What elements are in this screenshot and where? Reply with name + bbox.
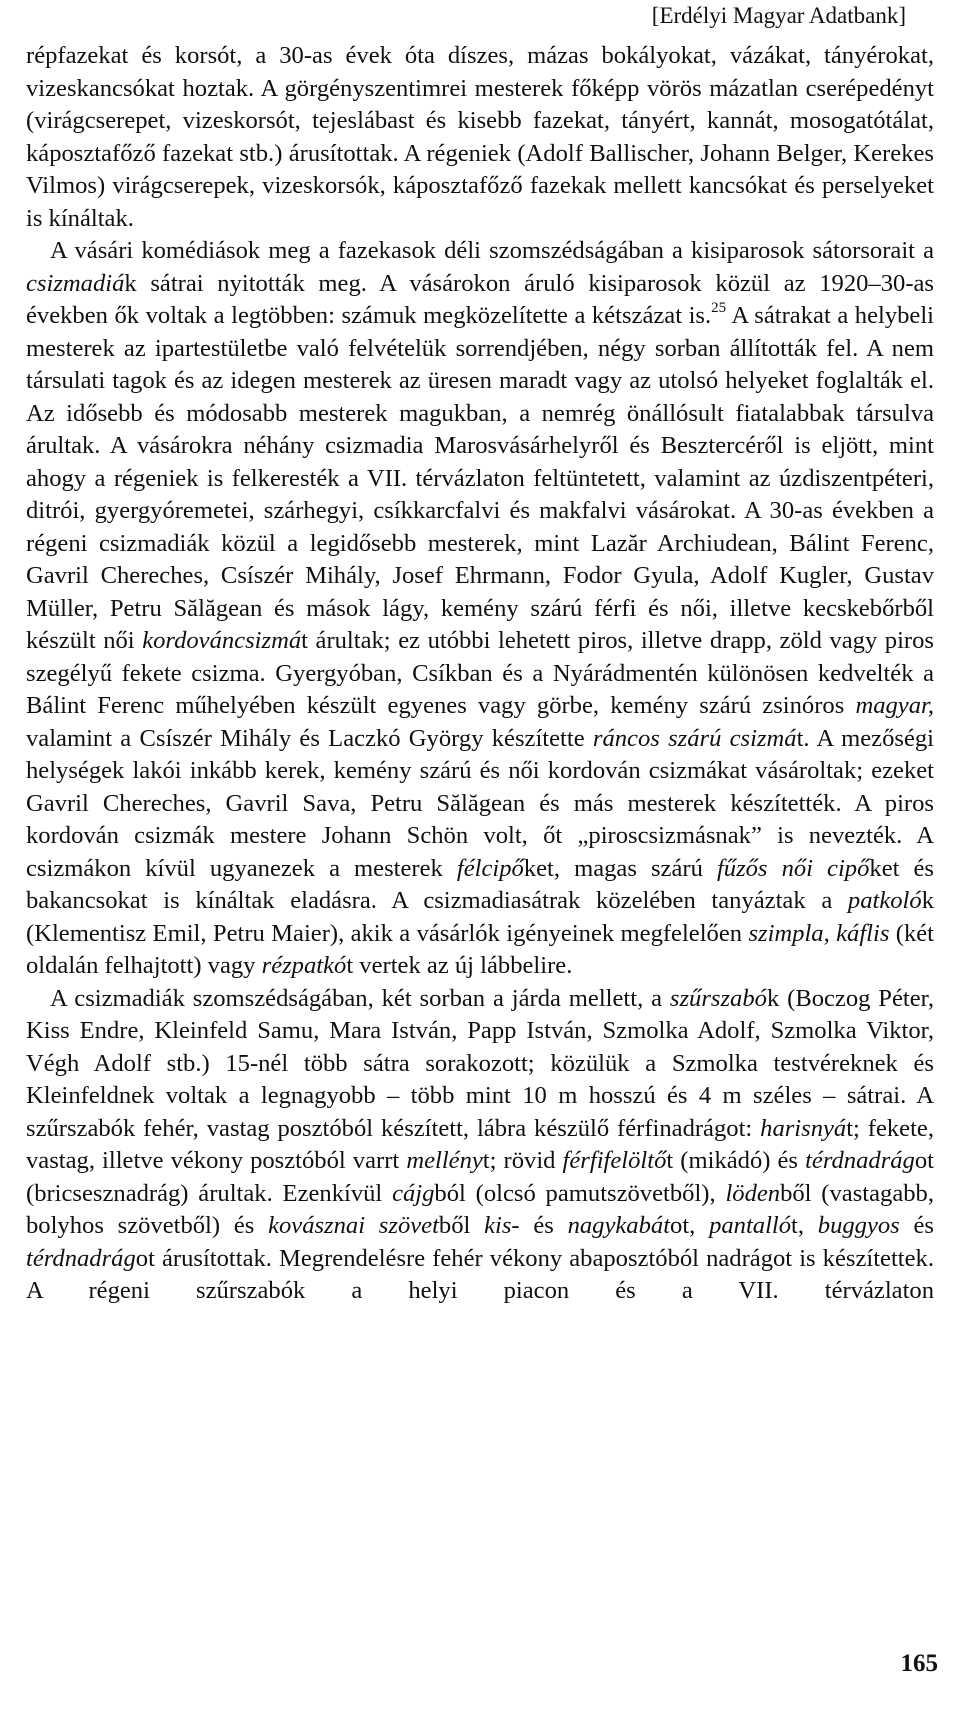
italic-term: kordováncsizmá xyxy=(142,627,302,654)
italic-term: pantalló xyxy=(709,1212,792,1239)
italic-term: buggyos xyxy=(817,1212,900,1239)
text-run: ből (vastagabb, bolyhos szövetből) és xyxy=(26,1179,934,1239)
italic-term: rézpatkó xyxy=(261,952,347,979)
text-run: k sátrai nyitották meg. A vásárokon áruló kisiparosok közül az 1920–30-as években ők voltak a legtöbben: számuk megközelítette a kétszázat is. xyxy=(26,269,934,329)
italic-term: magyar, xyxy=(855,692,934,719)
text-run: A vásári komédiások meg a fazekasok déli szomszédságában a kisiparosok sátorsorait a xyxy=(50,237,934,264)
footnote-ref: 25 xyxy=(711,299,727,316)
text-run: t; fekete, vastag, illetve vékony posztóból varrt xyxy=(26,1114,934,1174)
text-run: t árultak; ez utóbbi lehetett piros, illetve drapp, zöld vagy piros szegélyű fekete csizma. Gyergyóban, Csíkban és a Nyárádmentén különösen kedvelték a Bálint Ferenc műhelyében készült egyenes vagy görbe, kemény szárú zsinóros xyxy=(26,627,934,719)
italic-term: kis- xyxy=(484,1212,520,1239)
italic-term: fűzős női cipő xyxy=(716,854,870,882)
italic-term: kovásznai szövet xyxy=(268,1212,439,1239)
text-run: valamint a Csíszér Mihály és Laczkó György készítette xyxy=(26,724,593,752)
italic-term: csizmadiá xyxy=(26,269,125,297)
text-run: k (Klementisz Emil, Petru Maier), akik a vásárlók igényeinek megfelelően xyxy=(26,887,934,947)
text-run: ot (bricsesznadrág) árultak. Ezenkívül xyxy=(26,1147,934,1207)
text-run: ból (olcsó pamutszövetből), xyxy=(434,1179,726,1207)
body-text xyxy=(26,40,934,1308)
page-number: 165 xyxy=(900,1650,938,1677)
text-run: és xyxy=(899,1212,934,1239)
italic-term: szimpla, káflis xyxy=(748,919,890,947)
text-run: A csizmadiák szomszédságában, két sorban a járda mellett, a xyxy=(50,984,670,1012)
text-run: t; rövid xyxy=(482,1147,563,1174)
text-run: és xyxy=(519,1212,568,1239)
italic-term: mellény xyxy=(406,1147,483,1174)
text-run: ket, magas szárú xyxy=(523,854,717,882)
text-run: t. A mezőségi helységek lakói inkább kerek, kemény szárú és női kordován csizmákat vásároltak; ezeket Gavril Chereches, Gavril Sava, Petru Sălăgean és más mesterek készítették. A piros kordován csizmák mestere Johann Schön volt, őt „piroscsizmásnak” is nevezték. A csizmákon kívül ugyanezek a mesterek xyxy=(26,724,935,882)
text-run: t, xyxy=(791,1212,818,1239)
italic-term: férfifelöltő xyxy=(562,1147,667,1174)
italic-term: szűrszabó xyxy=(669,984,767,1012)
italic-term: patkoló xyxy=(847,887,922,914)
text-run: k (Boczog Péter, Kiss Endre, Kleinfeld Samu, Mara István, Papp István, Szmolka Adolf, Szmolka Viktor, Végh Adolf stb.) 15-nél több sátra sorakozott; közülük a Szmolka testvéreknek és Kleinfeldnek voltak a legnagyobb – több mint 10 m hosszú és 4 m széles – sátrai. A szűrszabók fehér, vastag posztóból készített, lábra készülő férfinadrágot: xyxy=(26,984,935,1142)
paragraph xyxy=(26,235,934,983)
text-run: (két oldalán felhajtott) vagy xyxy=(26,919,935,979)
italic-term: térdnadrág xyxy=(26,1244,136,1272)
text-run: répfazekat és korsót, a 30-as évek óta díszes, mázas bokályokat, vázákat, tányérokat, vizeskancsókat hoztak. A görgényszentimrei mesterek főképp vörös mázatlan cserépedényt (virágcserepet, vizeskorsót, tejeslábast és kisebb fazekat, tányért, kannát, mosogatótálat, káposztafőző fazekat stb.) árusítottak. A régeniek (Adolf Ballischer, Johann Belger, Kerekes Vilmos) virágcserepek, vizeskorsók, káposztafőző fazekak mellett kancsókat és perselyeket is kínáltak. xyxy=(26,42,934,232)
text-run: ket és bakancsokat is kínáltak eladásra. A csizmadiasátrak közelében tanyáztak a xyxy=(26,854,935,914)
text-run: t (mikádó) és xyxy=(666,1147,806,1174)
paragraph xyxy=(26,983,934,1308)
paragraph xyxy=(26,40,934,235)
text-run: t vertek az új lábbelire. xyxy=(346,952,573,979)
italic-term: cájg xyxy=(392,1179,435,1207)
text-run: A sátrakat a helybeli mesterek az ipartestületbe való felvételük sorrendjében, négy sorban állították fel. A nem társulati tagok és az idegen mesterek az üresen maradt vagy az utolsó helyeket foglalták el. Az idősebb és módosabb mesterek magukban, a nemrég önállósult fiatalabbak társulva árultak. A vásárokra néhány csizmadia Marosvásárhelyről és Besztercéről is eljött, mint ahogy a régeniek is felkeresték a VII. térvázlaton feltüntetett, valamint az úzdiszentpéteri, ditrói, gyergyóremetei, szárhegyi, csíkkarcfalvi és makfalvi vásárokat. A 30-as években a régeni csizmadiák közül a legidősebb mesterek, mint Lazăr Archiudean, Bálint Ferenc, Gavril Chereches, Csíszér Mihály, Josef Ehrmann, Fodor Gyula, Adolf Kugler, Gustav Müller, Petru Sălăgean és mások lágy, kemény szárú férfi és női, illetve kecskebőrből készült női xyxy=(26,302,935,654)
italic-term: félcipő xyxy=(456,854,524,882)
italic-term: löden xyxy=(725,1179,781,1207)
text-run: ből xyxy=(438,1212,485,1239)
italic-term: harisnyá xyxy=(760,1114,847,1142)
italic-term: nagykabát xyxy=(567,1212,671,1239)
italic-term: ráncos szárú csizmá xyxy=(592,724,797,752)
text-run: ot, xyxy=(670,1212,710,1239)
source-header: [Erdélyi Magyar Adatbank] xyxy=(651,3,906,28)
text-run: ot árusítottak. Megrendelésre fehér vékony abaposztóból nadrágot is készítettek. A régeni szűrszabók a helyi piacon és a VII. térvázlaton xyxy=(26,1244,934,1304)
italic-term: térdnadrág xyxy=(805,1147,915,1174)
